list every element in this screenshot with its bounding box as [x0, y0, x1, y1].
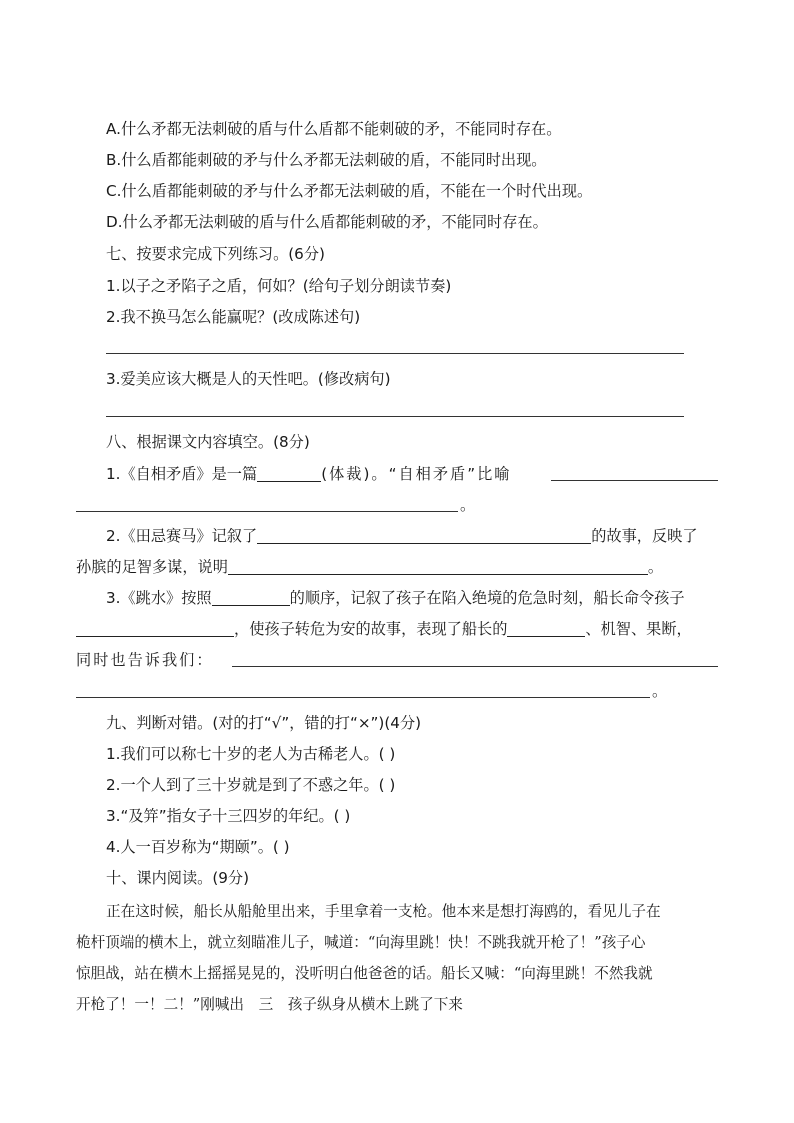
blank-lesson-2[interactable]	[76, 697, 650, 698]
reading-passage-line-3: 惊胆战，站在横木上摇摇晃晃的，没听明白他爸爸的话。船长又喊：“向海里跳！不然我就	[76, 965, 653, 982]
blank-genre[interactable]	[257, 465, 321, 482]
section-8-heading: 八、根据课文内容填空。(8分)	[106, 433, 310, 451]
blank-lesson-1[interactable]	[232, 666, 718, 667]
section-10-heading: 十、课内阅读。(9分)	[106, 869, 250, 887]
blank-metaphor-1[interactable]	[551, 480, 718, 481]
section-8-question-1	[106, 464, 511, 484]
blank-order[interactable]	[212, 589, 290, 606]
q8-1-text-b: (体裁)。“自相矛盾”比喻	[321, 465, 512, 483]
answer-line-7-2[interactable]	[106, 353, 684, 354]
q8-2-text-a: 2.《田忌赛马》记叙了	[106, 527, 258, 545]
option-c: C.什么盾都能刺破的矛与什么矛都无法刺破的盾，不能在一个时代出现。	[106, 182, 593, 200]
section-9-question-1: 1.我们可以称七十岁的老人为古稀老人。( )	[106, 745, 396, 763]
reading-passage-line-4: 开枪了！一！二！”刚喊出 三 孩子纵身从横木上跳了下来	[76, 996, 463, 1013]
blank-quality[interactable]	[507, 620, 585, 637]
answer-line-7-3[interactable]	[106, 416, 684, 417]
q8-2-text-c: 孙膑的足智多谋，说明	[76, 558, 228, 576]
q8-2-period: 。	[647, 558, 664, 576]
option-a: A.什么矛都无法刺破的盾与什么盾都不能刺破的矛，不能同时存在。	[106, 120, 562, 138]
q8-3-period: 。	[652, 682, 668, 700]
section-7-question-3: 3.爱美应该大概是人的天性吧。(修改病句)	[106, 370, 391, 388]
section-9-question-3: 3.“及笄”指女子十三四岁的年纪。( )	[106, 807, 351, 825]
option-b: B.什么盾都能刺破的矛与什么矛都无法刺破的盾，不能同时出现。	[106, 151, 547, 169]
section-8-question-3-line-1	[106, 588, 685, 608]
q8-2-text-b: 的故事，反映了	[591, 527, 698, 545]
q8-1-period: 。	[460, 496, 476, 514]
reading-passage-line-2: 桅杆顶端的横木上，就立刻瞄准儿子，喊道：“向海里跳！快！不跳我就开枪了！”孩子心	[76, 934, 646, 951]
section-8-question-2-line-1	[106, 526, 698, 546]
section-9-question-4: 4.人一百岁称为“期颐”。( )	[106, 838, 290, 856]
section-8-question-2-line-2	[76, 557, 663, 577]
blank-command[interactable]	[76, 620, 234, 637]
section-7-question-1: 1.以子之矛陷子之盾，何如？(给句子划分朗读节奏)	[106, 277, 452, 295]
section-7-heading: 七、按要求完成下列练习。(6分)	[106, 245, 325, 263]
q8-1-text-a: 1.《自相矛盾》是一篇	[106, 465, 258, 483]
reading-passage-line-1: 正在这时候，船长从船舱里出来，手里拿着一支枪。他本来是想打海鸥的，看见儿子在	[106, 903, 661, 920]
blank-story[interactable]	[257, 527, 591, 544]
section-7-question-2: 2.我不换马怎么能赢呢？(改成陈述句)	[106, 308, 361, 326]
q8-3-text-d: 、机智、果断，	[585, 620, 692, 638]
blank-metaphor-2[interactable]	[76, 511, 458, 512]
q8-3-text-c: ，使孩子转危为安的故事，表现了船长的	[234, 620, 508, 638]
blank-explain[interactable]	[228, 558, 648, 575]
q8-3-text-a: 3.《跳水》按照	[106, 589, 212, 607]
section-9-question-2: 2.一个人到了三十岁就是到了不惑之年。( )	[106, 776, 396, 794]
q8-3-text-b: 的顺序，记叙了孩子在陷入绝境的危急时刻，船长命令孩子	[289, 589, 685, 607]
section-9-heading: 九、判断对错。(对的打“√”，错的打“×”)(4分)	[106, 714, 422, 732]
section-8-question-3-line-2	[76, 619, 692, 639]
option-d: D.什么矛都无法刺破的盾与什么盾都能刺破的矛，不能同时存在。	[106, 213, 548, 231]
q8-3-text-e: 同时也告诉我们：	[76, 651, 214, 669]
